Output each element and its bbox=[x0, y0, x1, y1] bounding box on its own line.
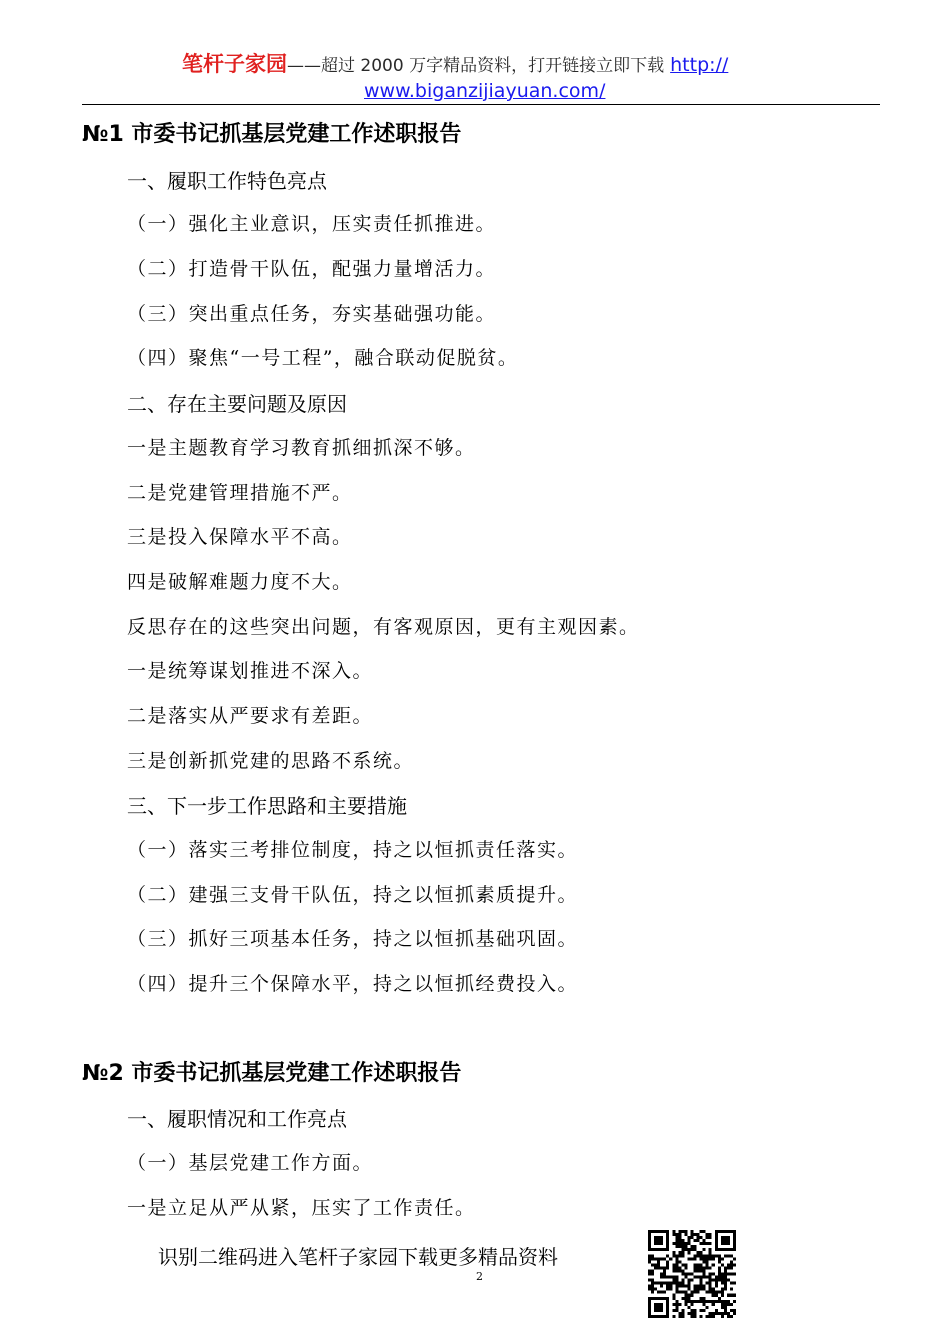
paragraph: （一）强化主业意识，压实责任抓推进。 bbox=[127, 213, 497, 235]
paragraph: （三）突出重点任务，夯实基础强功能。 bbox=[127, 303, 497, 325]
qr-code-icon[interactable] bbox=[648, 1230, 736, 1318]
paragraph: 四是破解难题力度不大。 bbox=[127, 571, 353, 593]
paragraph: （三）抓好三项基本任务，持之以恒抓基础巩固。 bbox=[127, 928, 579, 950]
paragraph: 二是落实从严要求有差距。 bbox=[127, 705, 374, 727]
paragraph: 三是创新抓党建的思路不系统。 bbox=[127, 750, 415, 772]
header-banner bbox=[182, 50, 728, 80]
brand-name: 笔杆子家园 bbox=[182, 51, 287, 76]
paragraph: 一是主题教育学习教育抓细抓深不够。 bbox=[127, 437, 476, 459]
section-1-heading-1: 一、履职工作特色亮点 bbox=[127, 169, 327, 193]
paragraph: 反思存在的这些突出问题，有客观原因，更有主观因素。 bbox=[127, 616, 640, 638]
paragraph: （二）打造骨干队伍，配强力量增活力。 bbox=[127, 258, 497, 280]
section-2-title: №2 市委书记抓基层党建工作述职报告 bbox=[82, 1061, 462, 1086]
header-divider bbox=[82, 104, 880, 105]
paragraph: （一）基层党建工作方面。 bbox=[127, 1152, 374, 1174]
paragraph: （二）建强三支骨干队伍，持之以恒抓素质提升。 bbox=[127, 884, 579, 906]
website-link-part1[interactable]: http:// bbox=[670, 54, 729, 76]
section-1-heading-2: 二、存在主要问题及原因 bbox=[127, 392, 347, 416]
section-2-heading-1: 一、履职情况和工作亮点 bbox=[127, 1107, 347, 1131]
header-link-line bbox=[364, 78, 605, 105]
paragraph: （一）落实三考排位制度，持之以恒抓责任落实。 bbox=[127, 839, 579, 861]
paragraph: 一是立足从严从紧，压实了工作责任。 bbox=[127, 1197, 476, 1219]
paragraph: 一是统筹谋划推进不深入。 bbox=[127, 660, 374, 682]
paragraph: 三是投入保障水平不高。 bbox=[127, 526, 353, 548]
paragraph: （四）提升三个保障水平，持之以恒抓经费投入。 bbox=[127, 973, 579, 995]
page-number: 2 bbox=[476, 1270, 483, 1283]
section-1-heading-3: 三、下一步工作思路和主要措施 bbox=[127, 794, 407, 818]
section-1-title: №1 市委书记抓基层党建工作述职报告 bbox=[82, 122, 462, 147]
website-link-part2[interactable]: www.biganzijiayuan.com/ bbox=[364, 80, 606, 102]
header-tagline: ——超过 2000 万字精品资料，打开链接立即下载 bbox=[287, 56, 665, 76]
footer-qr-caption: 识别二维码进入笔杆子家园下载更多精品资料 bbox=[158, 1245, 558, 1269]
paragraph: （四）聚焦“一号工程”，融合联动促脱贫。 bbox=[127, 347, 519, 369]
paragraph: 二是党建管理措施不严。 bbox=[127, 482, 353, 504]
